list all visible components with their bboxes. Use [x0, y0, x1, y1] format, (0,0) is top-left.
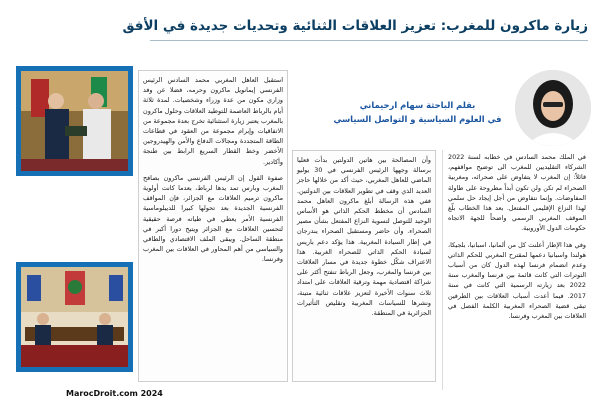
article-title: زيارة ماكرون للمغرب: تعزيز العلاقات الثنائية وتحديات جديدة في الأفق	[122, 18, 588, 34]
article-column-right	[448, 152, 586, 382]
title-underline	[150, 40, 588, 41]
paragraph: صفوة القول إن الرئيس الفرنسي ماكرون بصافح المغرب وبارس تمد يدها لرباط، بعدما كانت أولوية ماكرون ترميم العلاقات مع الجزائر، فإن المواقف الفرنسية الجديدة بعد تحولها كبيرا للديبلوماسية الفرنسية الأمر يعطي في طياته فرصة حقيقية لتحسين العلاقات مع الجزائر ويتيح دورا أكبر في منطقة الساحل. ويبقى الملف الاقتصادي والطاقي والسياسي من أهم المحاور في العلاقات بين المغرب وفرنسا.	[143, 173, 283, 264]
article-column-center	[292, 150, 436, 382]
photo-handshake	[21, 71, 128, 171]
photo-frame-bottom	[16, 262, 133, 372]
article-column-left	[138, 70, 288, 382]
paragraph: استقبل العاهل المغربي محمد السادس الرئيس الفرنسي إيمانويل ماكرون وحرمه، فضلا عن وفد وزاري مكون من عدة وزراء وشخصيات. لمدة ثلاثة أيام بالرباط العاصمة للتوطيد العلاقات وحلول ماكرون بالمغرب يعتبر زيارة استثنائية تخرج بعدة مجموعة من الاتفاقيات وإبرام مجموعة من العقود في قطاعات الطاقة المتجددة ومجالات الدفاع والأمن والهيدروجين الأخضر وخط القطار السريع الرابط بين طنجة وأكادير.	[143, 76, 283, 166]
author-photo	[515, 70, 591, 146]
author-affiliation: في العلوم السياسية و التواصل السياسي	[333, 114, 502, 124]
photo-frame-top	[16, 66, 133, 176]
photo-signing-ceremony	[21, 267, 128, 367]
author-name: بقلم الباحثة سهام ارحيماني	[359, 100, 476, 110]
site-watermark: MarocDroit.com 2024	[66, 389, 163, 398]
paragraph: وأن المصالحة بين هاتين الدولتين بدأت فعليا برسالة وجهها الرئيس الفرنسي في 30 يوليو الماضي للعاهل المغربي، حيث أكد من خلالها حاجز العديد الذي وقف في تطوير العلاقات بين الدولتين. ففي هذه الرسالة أبلغ ماكرون العاهل محمد السادس أن مخطط الحكم الذاتي هو الأساس الوحيد للتوصل لتسوية النزاع المفتعل بشأن مصير الصحراء. وأن حاضر ومستقبل الصحراء يندرجان في إطار السيادة المغربية. هذا يؤكد دعم باريس لسيادة الحكم الذاتي للصحراء الغربية. هذا الاعتراف شكّل خطوة جديدة في مسار العلاقات بين فرنسا والمغرب، وجعل الرباط تنفتح أكثر على شراكة اقتصادية مهمة وترقية العلاقات على امتداد ثلاث سنوات الأخيرة لتعزيز علاقات ثنائية متينة، ونشرها للسياسات المغربية وتقليص التأثيرات الجزائرية في المنطقة.	[297, 156, 431, 318]
paragraph: وفي هذا الإطار أعلنت كل من ألمانيا، اسبانيا، بلجيكا، هولندا واسبانيا دعمها لمقترح المغربي للحكم الذاتي وعدم انضمام فرنسا لهذه الدول كان من أسباب التوترات التي كانت قائمة بين فرنسا والمغرب سنة 2022 بعد زيارته الرسمية التي كانت في سنة 2017. فيما أعدت أسباب العلاقات بين الطرفين تبقى قضية الصحراء المغربية الكلمة الفصل في العلاقات بين المغرب وفرنسا.	[448, 240, 586, 321]
column-divider	[442, 150, 443, 390]
paragraph: في الملك محمد السادس في خطابه لسنة 2022 الشركاء التقليديين للمغرب الى توضيح مواقفهم، قائلاً: إن المغرب لا يتفاوض على صحرائه، ومغربية الصحراء لم تكن ولن تكون أبداً مطروحة على طاولة المفاوضات. وإنما نتفاوض من أجل إيجاد حل سلمي لهذا النزاع الإقليمي المفتعل. بعد هذا الخطاب بلّغ الموقف المغربي الرسمي واضحاً للجهة الاتجاه حكومات الدول الأوروبية.	[448, 153, 586, 233]
